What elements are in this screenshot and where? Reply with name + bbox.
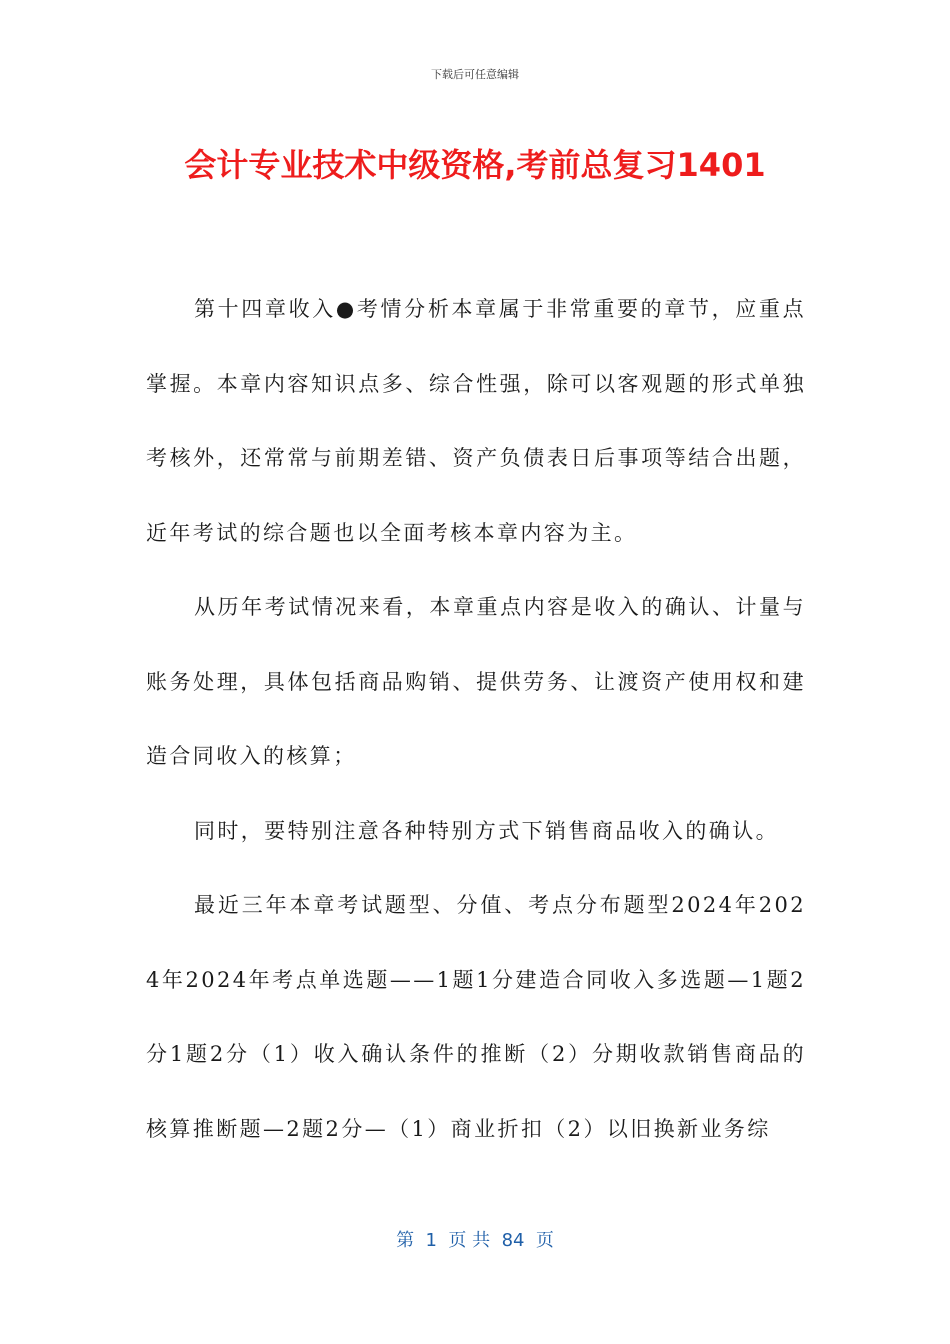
page-footer: 第 1 页 共 84 页: [396, 1230, 554, 1251]
document-body: [146, 272, 806, 1166]
header-note: 下载后可任意编辑: [431, 68, 519, 81]
paragraph: 同时，要特别注意各种特别方式下销售商品收入的确认。: [194, 818, 779, 843]
paragraph: 第十四章收入●考情分析本章属于非常重要的章节，应重点掌握。本章内容知识点多、综合性强，除可以客观题的形式单独考核外，还常常与前期差错、资产负债表日后事项等结合出题，近年考试的综合题也以全面考核本章内容为主。: [146, 297, 806, 545]
paragraph: 从历年考试情况来看，本章重点内容是收入的确认、计量与账务处理，具体包括商品购销、提供劳务、让渡资产使用权和建造合同收入的核算；: [146, 595, 806, 768]
document-title: 会计专业技术中级资格,考前总复习1401: [184, 146, 766, 184]
paragraph: 最近三年本章考试题型、分值、考点分布题型2024年2024年2024年考点单选题——1题1分建造合同收入多选题—1题2分1题2分（1）收入确认条件的推断（2）分期收款销售商品的核算推断题—2题2分—（1）商业折扣（2）以旧换新业务综: [146, 893, 806, 1141]
